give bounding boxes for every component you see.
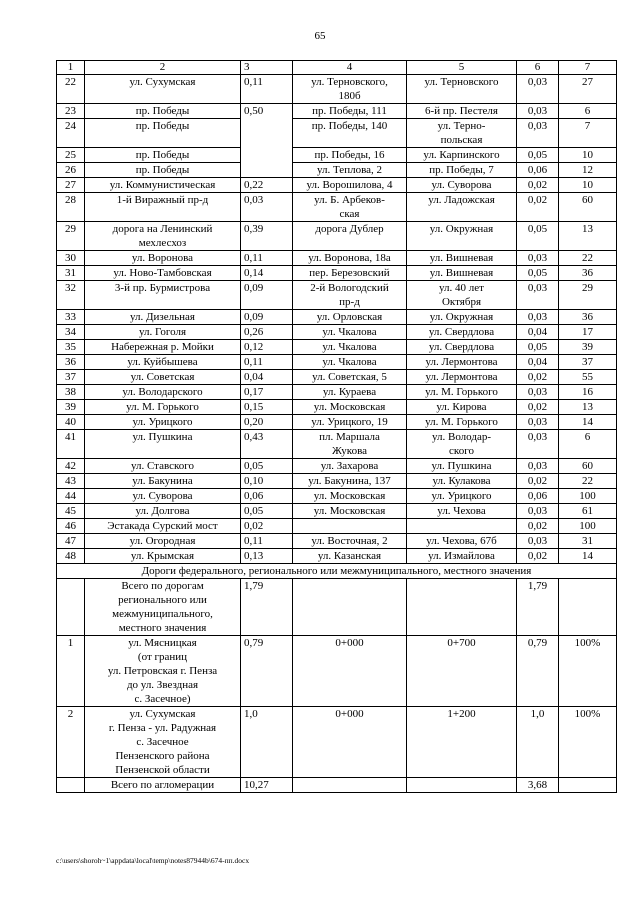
cell-share-value: 16 [559, 385, 617, 400]
cell-length-km: 0,02 [241, 519, 293, 534]
cell-end-point: ул. Свердлова [407, 340, 517, 355]
cell-width-value: 0,05 [517, 340, 559, 355]
cell-road-name: ул. Крымская [85, 549, 241, 564]
cell-end-point: ул. Окружная [407, 222, 517, 251]
cell-share-value: 6 [559, 430, 617, 459]
table-row [57, 415, 617, 430]
cell-length-km: 0,05 [241, 504, 293, 519]
cell-length-km: 1,79 [241, 579, 293, 636]
cell-length-km: 0,09 [241, 310, 293, 325]
table-header-row [57, 61, 617, 75]
page-number: 65 [314, 30, 326, 42]
cell-width-value: 0,05 [517, 222, 559, 251]
cell-road-name: ул. Сухумская г. Пенза - ул. Радужная с. Засечное Пензенского района Пензенской области [85, 707, 241, 778]
cell-width-value: 0,06 [517, 489, 559, 504]
cell-width-value: 0,03 [517, 459, 559, 474]
cell-start-point: ул. Б. Арбеков- ская [293, 193, 407, 222]
cell-width-value: 0,03 [517, 75, 559, 104]
cell-length-km: 0,50 [241, 104, 293, 178]
table-row [57, 193, 617, 222]
cell-road-name: ул. Бакунина [85, 474, 241, 489]
cell-start-point: ул. Московская [293, 504, 407, 519]
cell-road-name: ул. Суворова [85, 489, 241, 504]
table-row [57, 778, 617, 793]
table-row [57, 579, 617, 636]
cell-road-name: ул. Советская [85, 370, 241, 385]
cell-start-point: дорога Дублер [293, 222, 407, 251]
cell-road-name: ул. Дизельная [85, 310, 241, 325]
cell-length-km: 0,03 [241, 193, 293, 222]
roads-table [56, 60, 617, 793]
cell-share-value: 7 [559, 61, 617, 75]
cell-end-point: ул. Лермонтова [407, 355, 517, 370]
cell-length-km: 0,11 [241, 251, 293, 266]
cell-road-name: 1-й Виражный пр-д [85, 193, 241, 222]
cell-width-value: 0,03 [517, 430, 559, 459]
cell-road-name: ул. Долгова [85, 504, 241, 519]
cell-end-point: ул. Чехова, 67б [407, 534, 517, 549]
cell-share-value: 6 [559, 104, 617, 119]
cell-width-value: 6 [517, 61, 559, 75]
cell-road-name: пр. Победы [85, 119, 241, 148]
cell-share-value: 10 [559, 178, 617, 193]
cell-share-value: 60 [559, 459, 617, 474]
cell-width-value: 0,03 [517, 504, 559, 519]
cell-width-value: 0,02 [517, 193, 559, 222]
cell-start-point [293, 519, 407, 534]
table-row [57, 504, 617, 519]
cell-end-point: ул. Окружная [407, 310, 517, 325]
cell-share-value: 14 [559, 549, 617, 564]
cell-width-value: 0,02 [517, 370, 559, 385]
cell-row-number: 24 [57, 119, 85, 148]
cell-start-point: пер. Березовский [293, 266, 407, 281]
cell-end-point: ул. Лермонтова [407, 370, 517, 385]
cell-row-number: 33 [57, 310, 85, 325]
cell-row-number: 37 [57, 370, 85, 385]
cell-road-name: ул. Урицкого [85, 415, 241, 430]
cell-start-point: ул. Терновского, 180б [293, 75, 407, 104]
table-row [57, 340, 617, 355]
cell-row-number: 1 [57, 61, 85, 75]
cell-length-km: 0,39 [241, 222, 293, 251]
cell-length-km: 0,13 [241, 549, 293, 564]
cell-road-name: ул. Пушкина [85, 430, 241, 459]
cell-share-value: 7 [559, 119, 617, 148]
cell-row-number: 30 [57, 251, 85, 266]
cell-start-point: ул. Орловская [293, 310, 407, 325]
cell-road-name: ул. Огородная [85, 534, 241, 549]
cell-length-km: 0,17 [241, 385, 293, 400]
table-row [57, 163, 617, 178]
table-row [57, 75, 617, 104]
cell-share-value: 29 [559, 281, 617, 310]
cell-road-name: ул. Ставского [85, 459, 241, 474]
cell-length-km: 0,04 [241, 370, 293, 385]
table-row [57, 370, 617, 385]
cell-width-value: 1,79 [517, 579, 559, 636]
cell-road-name: Набережная р. Мойки [85, 340, 241, 355]
cell-road-name: ул. Куйбышева [85, 355, 241, 370]
cell-row-number: 47 [57, 534, 85, 549]
table-row [57, 430, 617, 459]
cell-start-point: ул. Чкалова [293, 355, 407, 370]
cell-start-point: ул. Чкалова [293, 340, 407, 355]
cell-row-number: 25 [57, 148, 85, 163]
table-row [57, 104, 617, 119]
table-row [57, 281, 617, 310]
cell-road-name: 2 [85, 61, 241, 75]
cell-share-value: 55 [559, 370, 617, 385]
cell-start-point: 0+000 [293, 636, 407, 707]
table-row [57, 489, 617, 504]
cell-share-value: 39 [559, 340, 617, 355]
cell-length-km: 0,12 [241, 340, 293, 355]
cell-width-value: 0,03 [517, 385, 559, 400]
cell-end-point: ул. Терно- польская [407, 119, 517, 148]
cell-row-number: 2 [57, 707, 85, 778]
cell-road-name: 3-й пр. Бурмистрова [85, 281, 241, 310]
cell-share-value: 100 [559, 519, 617, 534]
cell-end-point: 1+200 [407, 707, 517, 778]
cell-road-name: ул. Володарского [85, 385, 241, 400]
cell-row-number [57, 579, 85, 636]
cell-length-km: 0,26 [241, 325, 293, 340]
cell-row-number: 28 [57, 193, 85, 222]
cell-width-value: 0,79 [517, 636, 559, 707]
cell-start-point: ул. Московская [293, 400, 407, 415]
cell-width-value: 0,02 [517, 549, 559, 564]
cell-row-number: 23 [57, 104, 85, 119]
cell-width-value: 0,05 [517, 266, 559, 281]
cell-row-number: 48 [57, 549, 85, 564]
cell-width-value: 0,02 [517, 519, 559, 534]
cell-road-name: дорога на Ленинский мехлесхоз [85, 222, 241, 251]
cell-row-number: 38 [57, 385, 85, 400]
cell-row-number: 29 [57, 222, 85, 251]
cell-end-point: ул. Чехова [407, 504, 517, 519]
table-row [57, 148, 617, 163]
cell-row-number: 32 [57, 281, 85, 310]
cell-row-number: 40 [57, 415, 85, 430]
cell-start-point [293, 778, 407, 793]
cell-share-value: 12 [559, 163, 617, 178]
cell-row-number: 35 [57, 340, 85, 355]
cell-width-value: 3,68 [517, 778, 559, 793]
cell-share-value: 17 [559, 325, 617, 340]
cell-end-point: 6-й пр. Пестеля [407, 104, 517, 119]
cell-start-point [293, 579, 407, 636]
cell-share-value: 13 [559, 400, 617, 415]
table-row [57, 385, 617, 400]
cell-end-point: ул. Суворова [407, 178, 517, 193]
cell-start-point: ул. Московская [293, 489, 407, 504]
cell-width-value: 0,03 [517, 534, 559, 549]
cell-end-point [407, 519, 517, 534]
cell-share-value: 36 [559, 310, 617, 325]
cell-row-number: 31 [57, 266, 85, 281]
cell-row-number: 43 [57, 474, 85, 489]
cell-width-value: 1,0 [517, 707, 559, 778]
cell-end-point: ул. Ладожская [407, 193, 517, 222]
section-title: Дороги федерального, регионального или межмуниципального, местного значения [57, 564, 617, 579]
cell-end-point: ул. М. Горького [407, 385, 517, 400]
cell-road-name: Эстакада Сурский мост [85, 519, 241, 534]
cell-end-point: ул. Пушкина [407, 459, 517, 474]
cell-start-point: 0+000 [293, 707, 407, 778]
cell-share-value: 100 [559, 489, 617, 504]
cell-width-value: 0,04 [517, 355, 559, 370]
cell-end-point: пр. Победы, 7 [407, 163, 517, 178]
table-row [57, 707, 617, 778]
cell-road-name: пр. Победы [85, 163, 241, 178]
table-row [57, 222, 617, 251]
cell-end-point [407, 778, 517, 793]
cell-start-point: ул. Чкалова [293, 325, 407, 340]
cell-share-value [559, 778, 617, 793]
cell-share-value: 22 [559, 474, 617, 489]
cell-length-km: 0,11 [241, 355, 293, 370]
cell-row-number [57, 778, 85, 793]
cell-share-value: 60 [559, 193, 617, 222]
cell-width-value: 0,03 [517, 281, 559, 310]
cell-width-value: 0,06 [517, 163, 559, 178]
table-row [57, 310, 617, 325]
cell-width-value: 0,02 [517, 178, 559, 193]
cell-share-value: 36 [559, 266, 617, 281]
cell-width-value: 0,03 [517, 251, 559, 266]
cell-length-km: 0,15 [241, 400, 293, 415]
cell-row-number: 27 [57, 178, 85, 193]
cell-length-km: 10,27 [241, 778, 293, 793]
cell-share-value: 100% [559, 636, 617, 707]
cell-start-point: 4 [293, 61, 407, 75]
cell-length-km: 3 [241, 61, 293, 75]
cell-road-name: ул. Сухумская [85, 75, 241, 104]
cell-road-name: Всего по агломерации [85, 778, 241, 793]
cell-length-km: 0,09 [241, 281, 293, 310]
cell-length-km: 0,20 [241, 415, 293, 430]
cell-length-km: 0,14 [241, 266, 293, 281]
cell-row-number: 39 [57, 400, 85, 415]
cell-start-point: ул. Ворошилова, 4 [293, 178, 407, 193]
section-title-row [57, 564, 617, 579]
table-row [57, 119, 617, 148]
cell-width-value: 0,03 [517, 415, 559, 430]
cell-row-number: 26 [57, 163, 85, 178]
footer-file-path: c:\users\shoroh~1\appdata\local\temp\notes87944b\674-пп.docx [56, 856, 250, 865]
cell-length-km: 0,79 [241, 636, 293, 707]
cell-start-point: 2-й Вологодский пр-д [293, 281, 407, 310]
cell-share-value: 31 [559, 534, 617, 549]
cell-start-point: ул. Воронова, 18а [293, 251, 407, 266]
cell-row-number: 45 [57, 504, 85, 519]
table-row [57, 266, 617, 281]
table-row [57, 178, 617, 193]
cell-road-name: ул. Ново-Тамбовская [85, 266, 241, 281]
cell-end-point: ул. Терновского [407, 75, 517, 104]
cell-length-km: 0,43 [241, 430, 293, 459]
cell-end-point: ул. Свердлова [407, 325, 517, 340]
cell-width-value: 0,05 [517, 148, 559, 163]
cell-start-point: ул. Казанская [293, 549, 407, 564]
cell-end-point: 0+700 [407, 636, 517, 707]
cell-length-km: 0,06 [241, 489, 293, 504]
cell-share-value: 27 [559, 75, 617, 104]
cell-width-value: 0,03 [517, 310, 559, 325]
cell-length-km: 1,0 [241, 707, 293, 778]
cell-length-km: 0,11 [241, 75, 293, 104]
table-row [57, 636, 617, 707]
table-row [57, 474, 617, 489]
cell-share-value: 61 [559, 504, 617, 519]
cell-row-number: 1 [57, 636, 85, 707]
cell-start-point: ул. Восточная, 2 [293, 534, 407, 549]
table-row [57, 251, 617, 266]
table-row [57, 549, 617, 564]
cell-row-number: 42 [57, 459, 85, 474]
cell-length-km: 0,05 [241, 459, 293, 474]
cell-width-value: 0,02 [517, 474, 559, 489]
cell-end-point: ул. Карпинского [407, 148, 517, 163]
cell-row-number: 22 [57, 75, 85, 104]
cell-end-point: ул. М. Горького [407, 415, 517, 430]
table-row [57, 534, 617, 549]
cell-share-value: 37 [559, 355, 617, 370]
cell-row-number: 46 [57, 519, 85, 534]
cell-share-value: 13 [559, 222, 617, 251]
table-row [57, 519, 617, 534]
cell-end-point: ул. Володар- ского [407, 430, 517, 459]
cell-start-point: пр. Победы, 111 [293, 104, 407, 119]
cell-row-number: 36 [57, 355, 85, 370]
cell-start-point: ул. Захарова [293, 459, 407, 474]
cell-start-point: пр. Победы, 140 [293, 119, 407, 148]
cell-end-point [407, 579, 517, 636]
cell-road-name: ул. Мясницкая (от границ ул. Петровская г. Пенза до ул. Звездная с. Засечное) [85, 636, 241, 707]
cell-row-number: 41 [57, 430, 85, 459]
table-row [57, 325, 617, 340]
cell-start-point: ул. Теплова, 2 [293, 163, 407, 178]
cell-end-point: ул. Кулакова [407, 474, 517, 489]
cell-length-km: 0,22 [241, 178, 293, 193]
cell-share-value: 22 [559, 251, 617, 266]
cell-end-point: ул. Кирова [407, 400, 517, 415]
cell-share-value: 14 [559, 415, 617, 430]
cell-start-point: ул. Урицкого, 19 [293, 415, 407, 430]
cell-start-point: ул. Кураева [293, 385, 407, 400]
cell-share-value: 10 [559, 148, 617, 163]
cell-end-point: 5 [407, 61, 517, 75]
cell-road-name: пр. Победы [85, 104, 241, 119]
cell-share-value: 100% [559, 707, 617, 778]
cell-road-name: Всего по дорогам регионального или межмуниципального, местного значения [85, 579, 241, 636]
cell-row-number: 44 [57, 489, 85, 504]
cell-end-point: ул. 40 лет Октября [407, 281, 517, 310]
cell-road-name: ул. М. Горького [85, 400, 241, 415]
cell-length-km: 0,10 [241, 474, 293, 489]
cell-start-point: ул. Советская, 5 [293, 370, 407, 385]
cell-end-point: ул. Измайлова [407, 549, 517, 564]
cell-start-point: пл. Маршала Жукова [293, 430, 407, 459]
cell-width-value: 0,02 [517, 400, 559, 415]
cell-width-value: 0,03 [517, 104, 559, 119]
cell-road-name: пр. Победы [85, 148, 241, 163]
table-row [57, 400, 617, 415]
cell-road-name: ул. Воронова [85, 251, 241, 266]
cell-road-name: ул. Гоголя [85, 325, 241, 340]
cell-width-value: 0,03 [517, 119, 559, 148]
cell-end-point: ул. Вишневая [407, 251, 517, 266]
cell-start-point: ул. Бакунина, 137 [293, 474, 407, 489]
cell-row-number: 34 [57, 325, 85, 340]
cell-share-value [559, 579, 617, 636]
cell-end-point: ул. Урицкого [407, 489, 517, 504]
cell-end-point: ул. Вишневая [407, 266, 517, 281]
cell-road-name: ул. Коммунистическая [85, 178, 241, 193]
cell-width-value: 0,04 [517, 325, 559, 340]
cell-start-point: пр. Победы, 16 [293, 148, 407, 163]
table-row [57, 355, 617, 370]
table-row [57, 459, 617, 474]
cell-length-km: 0,11 [241, 534, 293, 549]
